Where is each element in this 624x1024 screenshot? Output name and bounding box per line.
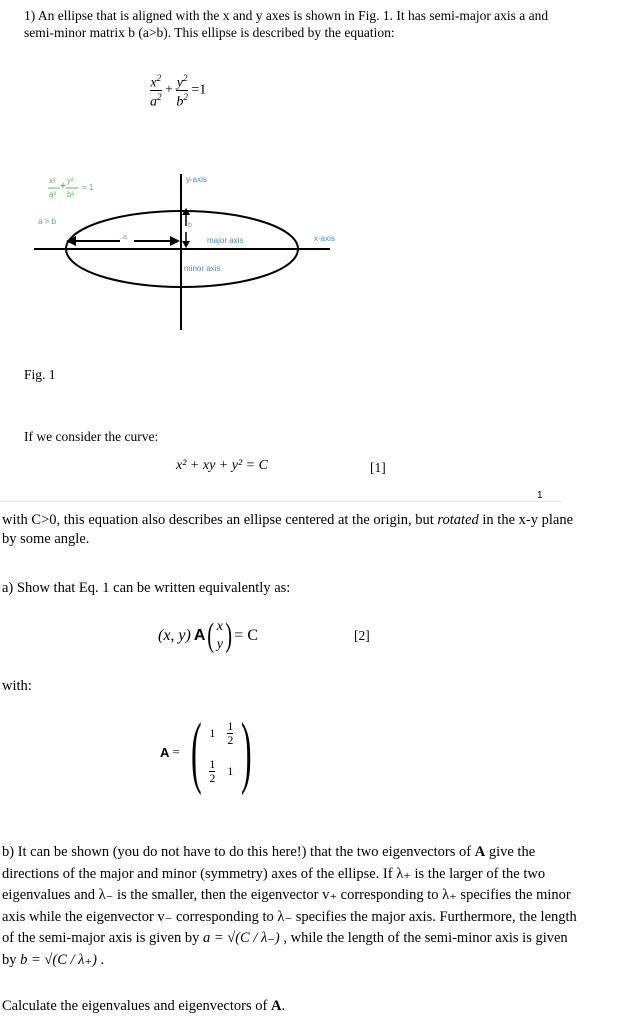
equation-1-tag: [1]	[370, 460, 386, 475]
major-axis-label: major axis	[207, 236, 244, 245]
final-question: Calculate the eigenvalues and eigenvectors of A.	[2, 998, 286, 1014]
part-a-text: a) Show that Eq. 1 can be written equivalently as:	[2, 580, 291, 596]
legend-plus: +	[60, 181, 66, 192]
minor-axis-label: minor axis	[184, 264, 221, 273]
page-number: 1	[537, 490, 543, 501]
arrow-right-head	[170, 236, 180, 246]
page-divider	[0, 501, 562, 502]
part-b-line-1: b) It can be shown (you do not have to do this here!) that the two eigenvectors of A give the	[2, 844, 536, 860]
intro-text	[24, 7, 548, 41]
row-vector: (x, y)	[158, 627, 191, 644]
matrix-a11: 1	[209, 725, 216, 740]
intro-line-1: 1) An ellipse that is aligned with the x and y axes is shown in Fig. 1. It has semi-major axis a and	[24, 8, 549, 23]
figure-caption: Fig. 1	[24, 367, 56, 382]
legend-x2: x²	[49, 176, 56, 185]
matrix-name: A	[160, 744, 170, 760]
matrix-a12: $\frac{1}{2}$	[227, 718, 234, 747]
x-axis-label: x-axis	[314, 234, 335, 243]
y-axis-label: y-axis	[186, 175, 207, 184]
equation-2-rhs: = C	[234, 627, 258, 644]
semi-major-formula: a = √(C / λ₋)	[202, 930, 280, 946]
matrix-a21: $\frac{1}{2}$	[209, 756, 216, 785]
part-b-line-4: axis while the eigenvector v₋ corresponding to λ₋ specifies the major axis. Furthermore, the length	[2, 908, 577, 925]
legend-b2: b²	[67, 190, 75, 199]
equation-1: x² + xy + y² = C	[176, 458, 268, 473]
rotated-paragraph-line-1: with C>0, this equation also describes an ellipse centered at the origin, but rotated in the x-y plane	[2, 512, 574, 528]
rotated-paragraph	[2, 511, 573, 549]
ellipse-diagram	[0, 160, 360, 340]
ellipse-equation: $\frac{x^2}{a^2}$ + $\frac{y^2}{b^2}$ =1	[150, 73, 207, 110]
arrow-down-head	[182, 241, 190, 248]
figure-1	[0, 160, 360, 340]
equation-2-tag: [2]	[354, 628, 370, 643]
part-b-paragraph	[2, 842, 602, 971]
part-b-line-6: by b = √(C / λ₊) .	[2, 951, 105, 968]
a-label: a	[123, 234, 127, 241]
a-gt-b-label: a > b	[38, 217, 57, 226]
matrix-a22: 1	[227, 763, 234, 778]
part-b-line-2: directions of the major and minor (symmetry) axes of the ellipse. If λ₊ is the larger of the two	[2, 865, 546, 882]
legend-a2: a²	[49, 190, 57, 199]
legend-eq: = 1	[82, 183, 94, 192]
equation-2: (x, y) A ( x y ) = C	[158, 617, 258, 654]
matrix-a-symbol: A	[193, 627, 206, 644]
intro-line-2: semi-minor matrix b (a>b). This ellipse is described by the equation:	[24, 25, 395, 40]
legend-y2: y²	[67, 176, 74, 185]
part-b-line-5: of the semi-major axis is given by a = √(C / λ₋) , while the length of the semi-minor axis is given	[2, 930, 568, 946]
with-text: with:	[2, 678, 32, 694]
b-label: b	[188, 222, 192, 229]
matrix-a: A = ( 1 $\frac{1}{2}$ $\frac{1}{2}$ 1 )	[160, 708, 253, 796]
matrix-grid	[203, 714, 239, 790]
semi-minor-formula: b = √(C / λ₊)	[20, 951, 97, 968]
consider-text: If we consider the curve:	[24, 429, 159, 444]
column-vector: x y	[216, 619, 223, 652]
part-b-line-3: eigenvalues and λ₋ is the smaller, then the eigenvector v₊ corresponding to λ₊ specifies the minor	[2, 887, 571, 903]
rotated-paragraph-line-2: by some angle.	[2, 531, 90, 547]
matrix-equals: =	[172, 744, 180, 759]
